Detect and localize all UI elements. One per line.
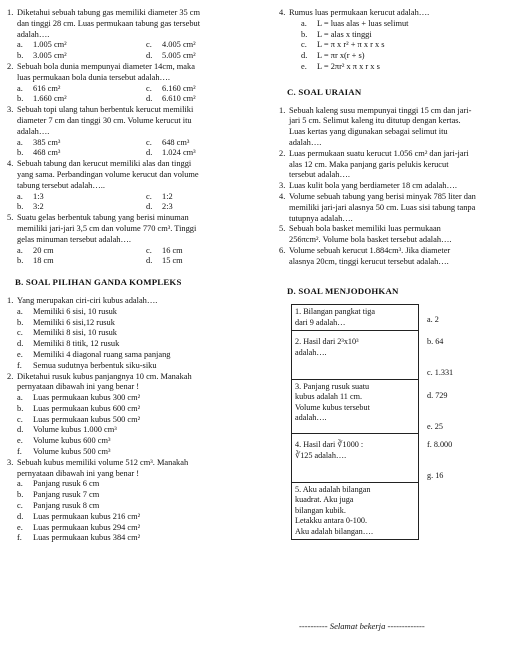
- option-d[interactable]: d. 1.024 cm³: [146, 148, 196, 158]
- option-a[interactable]: a. Luas permukaan kubus 300 cm²: [17, 393, 141, 403]
- option-b[interactable]: b. Panjang rusuk 7 cm: [17, 490, 100, 500]
- question-b3: 3. Sebuah kubus memiliki volume 512 cm³. Manakah pernyataan dibawah ini yang benar ! a. Panjang rusuk 6 cm b. Panjang rusuk 7 cm c. Panjang rusuk 8 cm d. Luas permukaan kubus 216 cm² e. Luas permukaan kubus 294 cm² f. Luas permukaan kubus 384 cm²: [7, 458, 269, 544]
- matching-question: 4. Hasil dari ∛1000 : ∛125 adalah….: [292, 434, 419, 483]
- option-a[interactable]: a. 20 cm: [17, 245, 54, 255]
- matching-row: [292, 305, 501, 331]
- section-b-title: B. SOAL PILIHAN GANDA KOMPLEKS: [15, 277, 182, 288]
- option-a[interactable]: a. 616 cm²: [17, 83, 61, 93]
- question-number: 4.: [7, 159, 14, 169]
- option-c[interactable]: c. 16 cm: [146, 245, 183, 255]
- essay-4: 4. Volume sebuah tabung yang berisi minyak 785 liter dan memiliki jari-jari alasnya 50 cm. Luas sisi tabung tanpa tutupnya adalah….: [279, 191, 476, 223]
- right-column: [279, 8, 523, 540]
- option-b[interactable]: b. Luas permukaan kubus 600 cm²: [17, 403, 141, 413]
- answer-options: [17, 479, 269, 544]
- option-d[interactable]: d. 5.005 cm²: [146, 51, 196, 61]
- answer-options: [17, 192, 269, 214]
- matching-table: [291, 304, 501, 540]
- question-a4: [7, 159, 269, 213]
- option-d[interactable]: d. 15 cm: [146, 256, 183, 266]
- option-b[interactable]: b. 1.660 cm²: [17, 94, 67, 104]
- question-b1: 1. Yang merupakan ciri-ciri kubus adalah…. a. Memiliki 6 sisi, 10 rusuk b. Memiliki 6 sisi,12 rusuk c. Memiliki 8 sisi, 10 rusuk d. Memiliki 8 titik, 12 rusuk e. Memiliki 4 diagonal ruang sama panjang f. Semua sudutnya berbentuk siku-siku: [7, 296, 269, 372]
- option-c[interactable]: c. Panjang rusuk 8 cm: [17, 501, 100, 511]
- option-b[interactable]: b. 3:2: [17, 202, 44, 212]
- question-a5: [7, 213, 269, 267]
- essay-5: 5. Sebuah bola basket memiliki luas permukaan 256πcm². Volume bola basket tersebut adalah….: [279, 224, 452, 245]
- essay-3: 3. Luas kulit bola yang berdiameter 18 cm adalah….: [279, 181, 457, 191]
- answer-options: [17, 84, 269, 106]
- option-e[interactable]: e. L = 2πr² x π x r x s: [301, 61, 380, 71]
- answer-options: [17, 393, 269, 458]
- option-a[interactable]: a. Panjang rusuk 6 cm: [17, 479, 100, 489]
- option-a[interactable]: a. L = luas alas + luas selimut: [301, 18, 409, 28]
- option-d[interactable]: d. 6.610 cm²: [146, 94, 196, 104]
- matching-question: 1. Bilangan pangkat tiga dari 9 adalah…: [292, 305, 419, 331]
- option-a[interactable]: a. 385 cm³: [17, 137, 61, 147]
- answer-options: [301, 19, 523, 73]
- option-c[interactable]: c. 4.005 cm²: [146, 40, 196, 50]
- section-c-title: C. SOAL URAIAN: [287, 86, 362, 97]
- question-text: Suatu gelas berbentuk tabung yang berisi minuman memiliki jari-jari 3,5 cm dan volume 770 cm³. Tinggi gelas minuman tersebut adalah….: [17, 213, 197, 244]
- question-number: 2.: [7, 61, 14, 71]
- answer-options: [17, 138, 269, 160]
- option-c[interactable]: c. Memiliki 8 sisi, 10 rusuk: [17, 328, 117, 338]
- option-d[interactable]: d. L = πr x(r + s): [301, 51, 365, 61]
- question-text: Sebuah topi ulang tahun berbentuk kerucut memiliki diameter 7 cm dan tinggi 30 cm. Volume kerucut itu adalah….: [17, 105, 194, 136]
- question-text: Diketahui sebuah tabung gas memiliki diameter 35 cm dan tinggi 28 cm. Luas permukaan tabung gas tersebut adalah….: [17, 8, 201, 39]
- option-b[interactable]: b. Memiliki 6 sisi,12 rusuk: [17, 317, 115, 327]
- matching-question: 5. Aku adalah bilangan kuadrat. Aku juga bilangan kubik. Letakku antara 0-100. Aku adalah bilangan….: [292, 483, 419, 540]
- option-c[interactable]: c. 1:2: [146, 191, 173, 201]
- matching-answer[interactable]: d. 729 e. 25: [427, 391, 448, 432]
- option-a[interactable]: a. 1:3: [17, 191, 44, 201]
- option-e[interactable]: e. Luas permukaan kubus 294 cm²: [17, 522, 141, 532]
- option-f[interactable]: f. Semua sudutnya berbentuk siku-siku: [17, 360, 157, 370]
- option-c[interactable]: c. 6.160 cm²: [146, 83, 196, 93]
- answer-options: [17, 40, 269, 62]
- essay-1: 1. Sebuah kaleng susu mempunyai tinggi 15 cm dan jari- jari 5 cm. Selimut kaleng itu ditutup dengan kertas. Luas kertas yang digunakan sebagai selimut itu adalah….: [279, 105, 472, 147]
- option-c[interactable]: c. L = π x r² + π x r x s: [301, 40, 385, 50]
- question-a1: [7, 8, 269, 62]
- option-a[interactable]: a. Memiliki 6 sisi, 10 rusuk: [17, 306, 117, 316]
- matching-answer[interactable]: b. 64 c. 1.331: [427, 336, 454, 377]
- question-text: Yang merupakan ciri-ciri kubus adalah….: [17, 295, 158, 305]
- option-c[interactable]: c. 648 cm³: [146, 137, 190, 147]
- question-b2: 2. Diketahui rusuk kubus panjangnya 10 cm. Manakah pernyataan dibawah ini yang benar ! a. Luas permukaan kubus 300 cm² b. Luas permukaan kubus 600 cm² c. Luas permukaan kubus 500 cm² d. Volume kubus 1.000 cm³ e. Volume kubus 600 cm³ f. Volume kubus 500 cm³: [7, 372, 269, 458]
- option-a[interactable]: a. 1.005 cm²: [17, 40, 67, 50]
- question-a3: [7, 105, 269, 159]
- option-e[interactable]: e. Memiliki 4 diagonal ruang sama panjang: [17, 349, 171, 359]
- matching-answer[interactable]: f. 8.000 g. 16: [427, 439, 453, 481]
- question-a2: [7, 62, 269, 105]
- essay-6: 6. Volume sebuah kerucut 1.884cm³. Jika diameter alasnya 20cm, tinggi kerucut tersebut adalah….: [279, 245, 451, 266]
- option-b[interactable]: b. 18 cm: [17, 256, 54, 266]
- closing-message: ---------- Selamat bekerja -------------: [299, 621, 425, 631]
- option-b[interactable]: b. 3.005 cm²: [17, 51, 67, 61]
- matching-row: [292, 331, 501, 380]
- left-column: [7, 8, 269, 544]
- question-a-right: 4. Rumus luas permukaan kerucut adalah…. a. L = luas alas + luas selimut b. L = alas x tinggi c. L = π x r² + π x r x s d. L = πr x(r + s) e. L = 2πr² x π x r x s: [279, 8, 523, 73]
- question-text: Sebuah tabung dan kerucut memiliki alas dan tinggi yang sama. Perbandingan volume kerucut dan volume tabung tersebut adalah…..: [17, 159, 199, 190]
- answer-options: [17, 246, 269, 268]
- part-a-questions: [7, 8, 269, 267]
- section-c-items: [279, 106, 523, 268]
- question-number: 1.: [7, 8, 14, 17]
- option-b[interactable]: b. 468 cm³: [17, 148, 61, 158]
- matching-row: [292, 483, 501, 540]
- option-d[interactable]: d. Memiliki 8 titik, 12 rusuk: [17, 339, 120, 349]
- option-c[interactable]: c. Luas permukaan kubus 500 cm²: [17, 414, 141, 424]
- option-f[interactable]: f. Volume kubus 500 cm³: [17, 447, 111, 457]
- matching-row: [292, 434, 501, 483]
- question-text: Diketahui rusuk kubus panjangnya 10 cm. Manakah pernyataan dibawah ini yang benar !: [17, 371, 192, 392]
- matching-question: 2. Hasil dari 2³x10³ adalah….: [292, 331, 419, 380]
- answer-options: [17, 307, 269, 372]
- matching-row: [292, 379, 501, 434]
- question-text: Sebuah bola dunia mempunyai diameter 14cm, maka luas permukaan bola dunia tersebut adalah….: [17, 61, 195, 82]
- option-d[interactable]: d. 2:3: [146, 202, 173, 212]
- essay-2: 2. Luas permukaan suatu kerucut 1.056 cm² dan jari-jari alas 12 cm. Maka panjang garis pelukis kerucut tersebut adalah….: [279, 148, 469, 180]
- section-d-title: D. SOAL MENJODOHKAN: [287, 285, 399, 296]
- question-number: 3.: [7, 105, 14, 115]
- option-d[interactable]: d. Luas permukaan kubus 216 cm²: [17, 511, 141, 521]
- option-b[interactable]: b. L = alas x tinggi: [301, 29, 372, 39]
- option-d[interactable]: d. Volume kubus 1.000 cm³: [17, 425, 117, 435]
- matching-question: 3. Panjang rusuk suatu kubus adalah 11 cm. Volume kubus tersebut adalah….: [292, 379, 419, 434]
- question-number: 5.: [7, 213, 14, 223]
- question-text: Rumus luas permukaan kerucut adalah….: [289, 8, 430, 17]
- matching-answer[interactable]: a. 2: [427, 314, 439, 324]
- option-e[interactable]: e. Volume kubus 600 cm³: [17, 436, 111, 446]
- question-text: Sebuah kubus memiliki volume 512 cm³. Manakah pernyataan dibawah ini yang benar !: [17, 457, 189, 478]
- option-f[interactable]: f. Luas permukaan kubus 384 cm²: [17, 533, 141, 543]
